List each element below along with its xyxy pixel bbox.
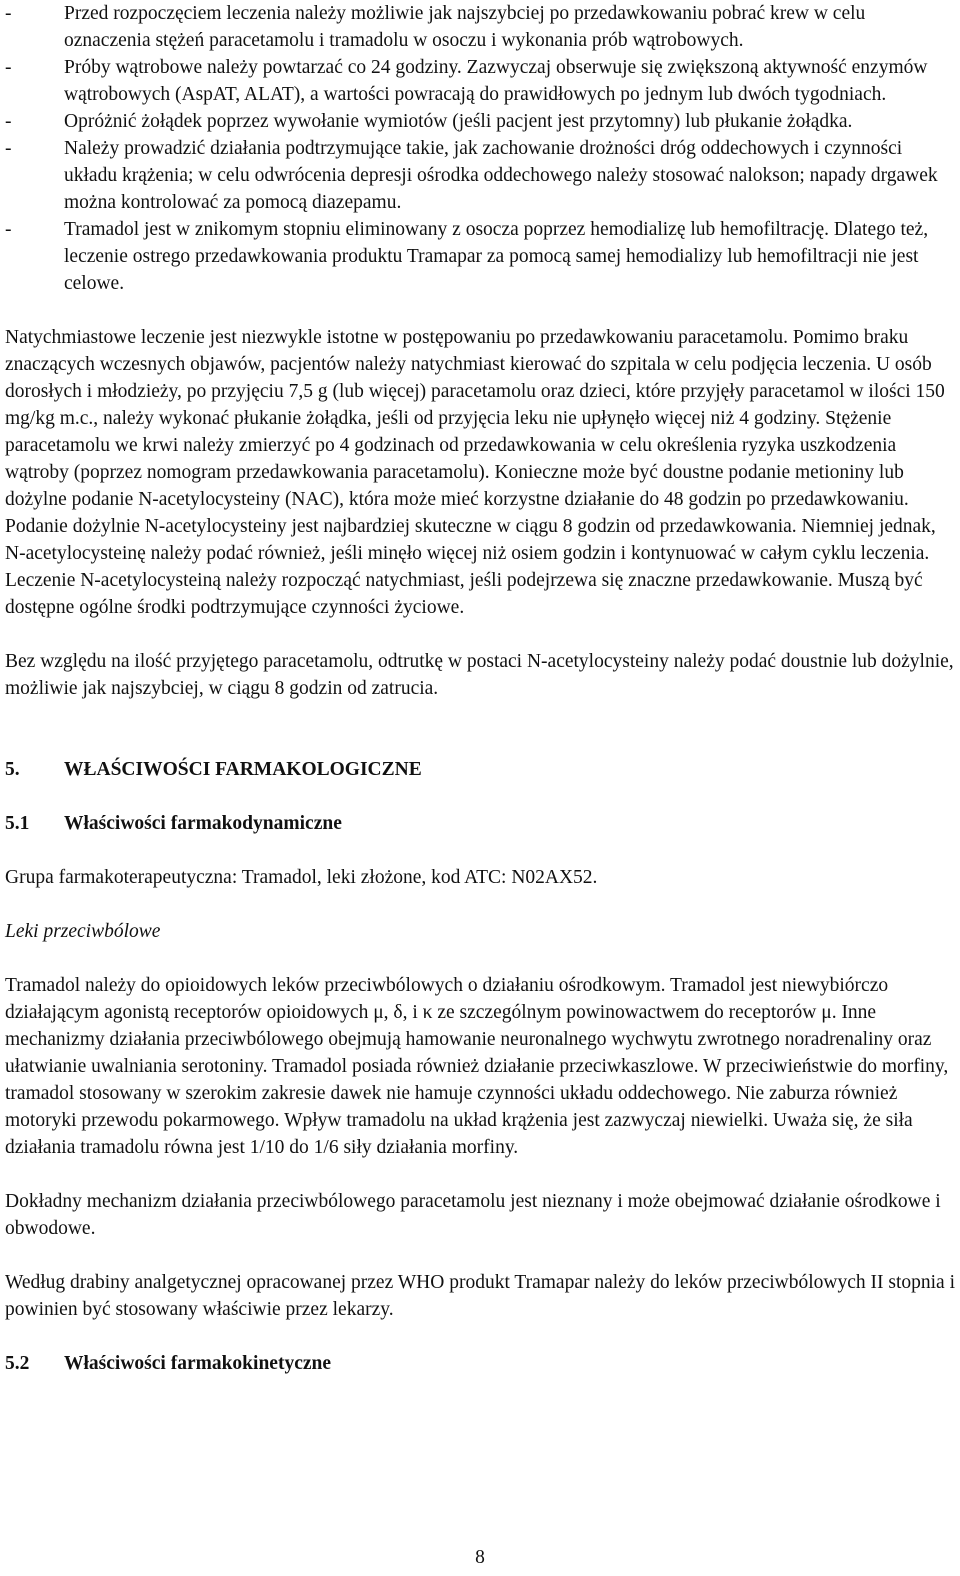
list-marker: - [5, 57, 12, 78]
overdose-management-list [5, 0, 955, 297]
list-item [5, 54, 955, 108]
section-number: 5.2 [5, 1353, 30, 1374]
antidote-paragraph: Bez względu na ilość przyjętego paracetamolu, odtrutkę w postaci N-acetylocysteiny należy podać doustnie lub dożylnie, możliwie jak najszybciej, w ciągu 8 godzin od zatrucia. [5, 651, 954, 699]
section-5-heading [5, 756, 955, 783]
list-marker: - [5, 3, 12, 24]
section-5-1-heading [5, 810, 955, 837]
paracetamol-mechanism-paragraph: Dokładny mechanizm działania przeciwbólowego paracetamolu jest nieznany i może obejmować działanie ośrodkowe i obwodowe. [5, 1191, 941, 1239]
list-item-text: Należy prowadzić działania podtrzymujące takie, jak zachowanie drożności dróg oddechowych i czynności układu krążenia; w celu odwrócenia depresji ośrodka oddechowego należy stosować nalokson; napady drgawek można kontrolować za pomocą diazepamu. [64, 138, 938, 213]
list-item-text: Próby wątrobowe należy powtarzać co 24 godziny. Zazwyczaj obserwuje się zwiększoną aktywność enzymów wątrobowych (AspAT, ALAT), a wartości powracają do prawidłowych po jednym lub dwóch tygodniach. [64, 57, 928, 105]
list-marker: - [5, 111, 12, 132]
who-ladder-paragraph: Według drabiny analgetycznej opracowanej przez WHO produkt Tramapar należy do leków przeciwbólowych II stopnia i powinien być stosowany właściwie przez lekarzy. [5, 1272, 955, 1320]
list-item-text: Tramadol jest w znikomym stopniu eliminowany z osocza poprzez hemodializę lub hemofiltrację. Dlatego też, leczenie ostrego przedawkowania produktu Tramapar za pomocą samej hemodializy lub hemofiltracji nie jest celowe. [64, 219, 929, 294]
document-page [5, 0, 955, 1377]
section-title: Właściwości farmakokinetyczne [64, 1353, 332, 1374]
paracetamol-treatment-paragraph: Natychmiastowe leczenie jest niezwykle istotne w postępowaniu po przedawkowaniu paracetamolu. Pomimo braku znaczących wczesnych objawów, pacjentów należy natychmiast kierować do szpitala w celu podjęcia leczenia. U osób dorosłych i młodzieży, po przyjęciu 7,5 g (lub więcej) paracetamolu oraz dzieci, które przyjęły paracetamol w ilości 150 mg/kg m.c., należy wykonać płukanie żołądka, jeśli od przyjęcia leku nie upłynęło więcej niż 4 godziny. Stężenie paracetamolu we krwi należy zmierzyć po 4 godzinach od przedawkowania w celu określenia ryzyka uszkodzenia wątroby (poprzez nomogram przedawkowania paracetamolu). Konieczne może być doustne podanie metioniny lub dożylne podanie N-acetylocysteiny (NAC), która może mieć korzystne działanie do 48 godzin po przedawkowaniu. Podanie dożylnie N-acetylocysteiny jest najbardziej skuteczne w ciągu 8 godzin od przedawkowania. Niemniej jednak, N-acetylocysteinę należy podać również, jeśli minęło więcej niż osiem godzin i kontynuować w całym cyklu leczenia. Leczenie N-acetylocysteiną należy rozpocząć natychmiast, jeśli podejrzewa się znaczne przedawkowanie. Muszą być dostępne ogólne środki podtrzymujące czynności życiowe. [5, 327, 945, 618]
page-number: 8 [475, 1547, 485, 1568]
section-number: 5. [5, 759, 20, 780]
subheading-analgesics: Leki przeciwbólowe [5, 921, 161, 942]
tramadol-mechanism-paragraph: Tramadol należy do opioidowych leków przeciwbólowych o działaniu ośrodkowym. Tramadol jest niewybiórczo działającym agonistą receptorów opioidowych μ, δ, i κ ze szczególnym powinowactwem do receptorów μ. Inne mechanizmy działania przeciwbólowego obejmują hamowanie neuronalnego wychwytu zwrotnego noradrenaliny oraz ułatwianie uwalniania serotoniny. Tramadol posiada również działanie przeciwkaszlowe. W przeciwieństwie do morfiny, tramadol stosowany w szerokim zakresie dawek nie hamuje czynności układu oddechowego. Nie zaburza również motoryki przewodu pokarmowego. Wpływ tramadolu na układ krążenia jest zazwyczaj niewielki. Uważa się, że siła działania tramadolu równa jest 1/10 do 1/6 siły działania morfiny. [5, 975, 949, 1158]
list-marker: - [5, 138, 12, 159]
list-item [5, 216, 955, 297]
section-title: WŁAŚCIWOŚCI FARMAKOLOGICZNE [64, 759, 422, 780]
atc-group-paragraph: Grupa farmakoterapeutyczna: Tramadol, leki złożone, kod ATC: N02AX52. [5, 867, 598, 888]
list-item-text: Przed rozpoczęciem leczenia należy możliwie jak najszybciej po przedawkowaniu pobrać krew w celu oznaczenia stężeń paracetamolu i tramadolu w osoczu i wykonania prób wątrobowych. [64, 3, 866, 51]
section-5-2-heading [5, 1350, 955, 1377]
list-marker: - [5, 219, 12, 240]
list-item [5, 0, 955, 54]
section-title: Właściwości farmakodynamiczne [64, 813, 342, 834]
section-number: 5.1 [5, 813, 30, 834]
list-item [5, 108, 955, 135]
list-item-text: Opróżnić żołądek poprzez wywołanie wymiotów (jeśli pacjent jest przytomny) lub płukanie żołądka. [64, 111, 853, 132]
list-item [5, 135, 955, 216]
